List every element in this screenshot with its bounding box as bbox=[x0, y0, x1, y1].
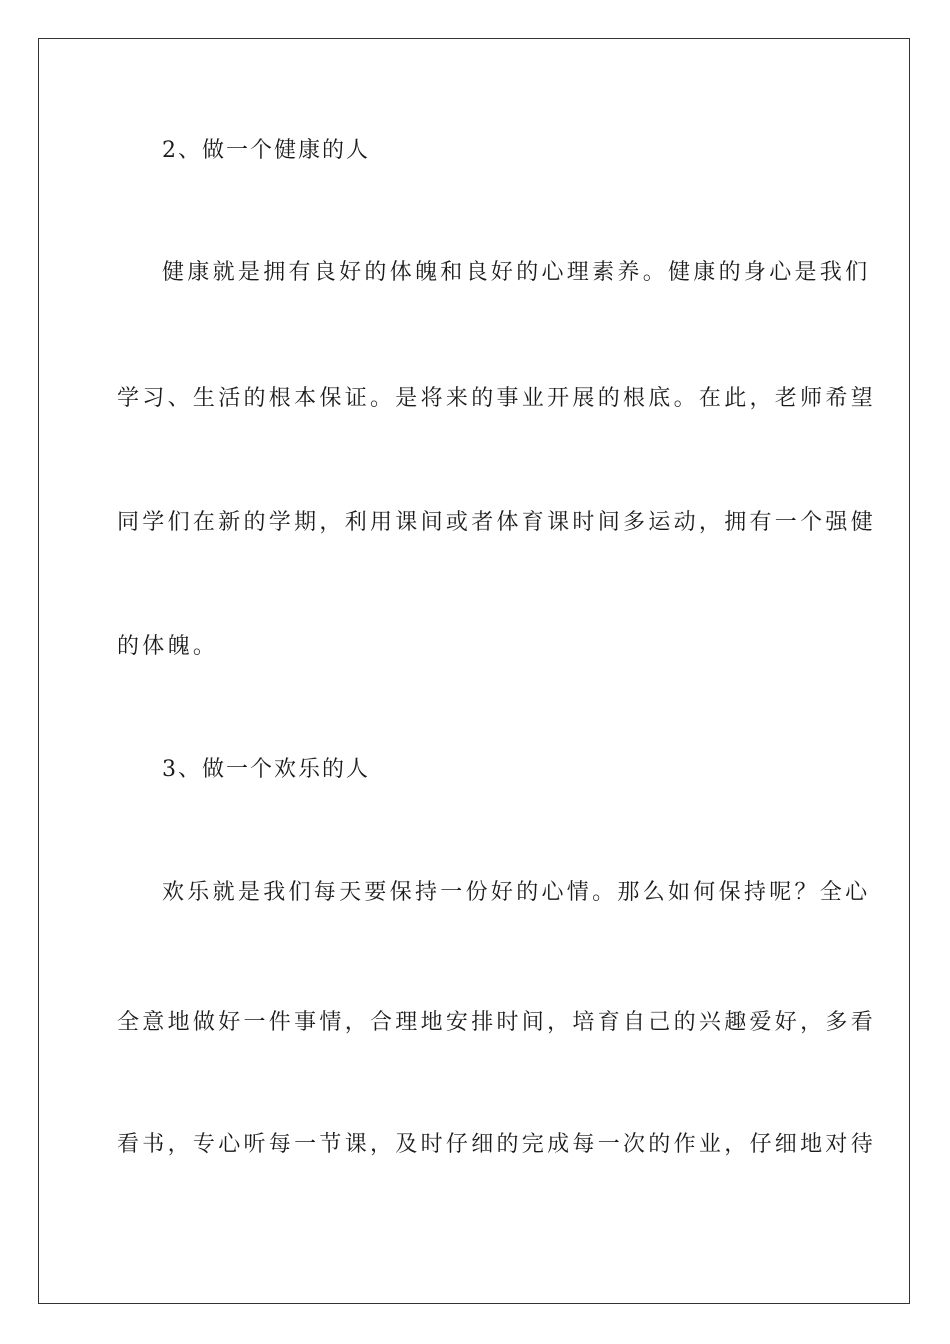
section-2-paragraph-line-2: 学习、生活的根本保证。是将来的事业开展的根底。在此，老师希望 bbox=[117, 386, 877, 411]
section-2-paragraph-line-4: 的体魄。 bbox=[117, 634, 219, 659]
section-3-paragraph-line-1: 欢乐就是我们每天要保持一份好的心情。那么如何保持呢？全心 bbox=[162, 880, 871, 905]
section-2-heading: 2、做一个健康的人 bbox=[162, 138, 370, 163]
section-3-paragraph-line-3: 看书，专心听每一节课，及时仔细的完成每一次的作业，仔细地对待 bbox=[117, 1132, 877, 1157]
section-2-paragraph-line-1: 健康就是拥有良好的体魄和良好的心理素养。健康的身心是我们 bbox=[162, 260, 871, 285]
section-3-paragraph-line-2: 全意地做好一件事情，合理地安排时间，培育自己的兴趣爱好，多看 bbox=[117, 1010, 877, 1035]
section-2-paragraph-line-3: 同学们在新的学期，利用课间或者体育课时间多运动，拥有一个强健 bbox=[117, 510, 877, 535]
page-border bbox=[38, 38, 910, 1304]
section-3-heading: 3、做一个欢乐的人 bbox=[162, 757, 370, 782]
